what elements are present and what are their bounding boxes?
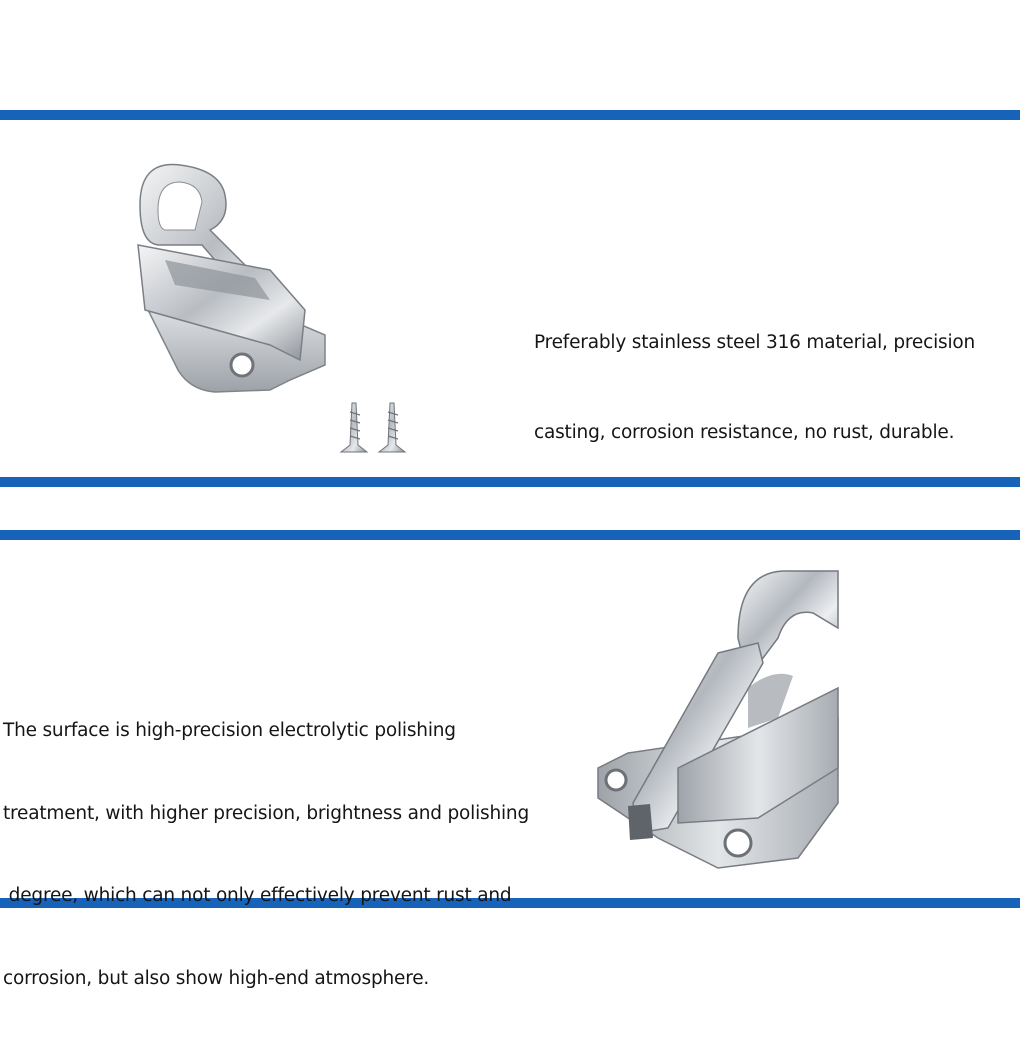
material-description <box>534 268 975 508</box>
screw-icon-right <box>379 403 405 452</box>
material-description-line-1: Preferably stainless steel 316 material, precision <box>534 332 976 353</box>
surface-description-line-3: degree, which can not only effectively prevent rust and <box>3 885 512 906</box>
screw-icon-left <box>341 403 367 452</box>
surface-description-line-2: treatment, with higher precision, brightness and polishing <box>3 802 529 824</box>
feature-panel-surface <box>0 540 1020 989</box>
surface-description-line-4: corrosion, but also show high-end atmosphere. <box>3 967 430 989</box>
fairlead-hook-closeup-image <box>598 568 840 873</box>
material-description-line-2: casting, corrosion resistance, no rust, durable. <box>534 422 955 443</box>
surface-description <box>3 662 529 1047</box>
fairlead-hook-image <box>120 160 420 470</box>
feature-panel-material <box>0 120 1020 477</box>
top-rule-panel-1 <box>0 110 1020 120</box>
surface-description-line-1: The surface is high-precision electrolytic polishing <box>3 720 456 741</box>
top-rule-panel-2 <box>0 530 1020 540</box>
